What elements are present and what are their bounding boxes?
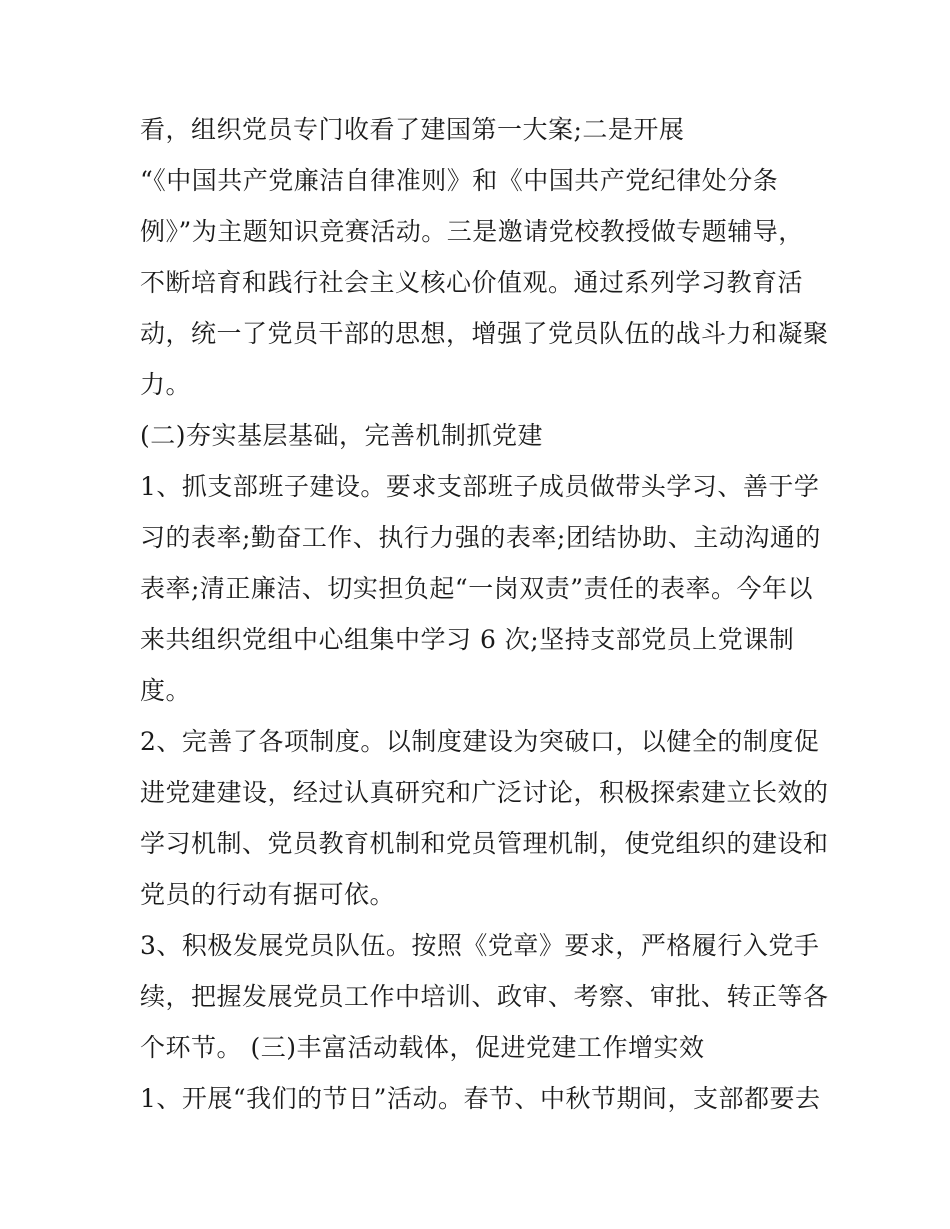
text-line: 动，统一了党员干部的思想，增强了党员队伍的战斗力和凝聚 [140,319,829,348]
text-line: 3、积极发展党员队伍。按照《党章》要求，严格履行入党手 [140,931,820,960]
text-line: 看，组织党员专门收看了建国第一大案;二是开展 [140,115,685,144]
text-line: 例》”为主题知识竞赛活动。三是邀请党校教授做专题辅导， [140,217,804,246]
section-heading: (二)夯实基层基础，完善机制抓党建 [140,421,544,450]
text-line: “《中国共产党廉洁自律准则》和《中国共产党纪律处分条 [140,166,779,195]
text-line: 党员的行动有据可依。 [140,880,396,909]
text-line: 学习机制、党员教育机制和党员管理机制，使党组织的建设和 [140,829,829,858]
text-line: 1、开展“我们的节日”活动。春节、中秋节期间，支部都要去 [140,1084,821,1113]
text-line: 1、抓支部班子建设。要求支部班子成员做带头学习、善于学 [140,472,820,501]
text-line: 2、完善了各项制度。以制度建设为突破口，以健全的制度促 [140,727,820,756]
text-line: 进党建建设，经过认真研究和广泛讨论，积极探索建立长效的 [140,778,829,807]
text-line: 续，把握发展党员工作中培训、政审、考察、审批、转正等各 [140,982,829,1011]
body-text [140,108,830,1128]
text-line: 不断培育和践行社会主义核心价值观。通过系列学习教育活 [140,268,804,297]
text-line: 习的表率;勤奋工作、执行力强的表率;团结协助、主动沟通的 [140,523,821,552]
text-line: 力。 [140,370,192,399]
text-line: 表率;清正廉洁、切实担负起“一岗双责”责任的表率。今年以 [140,574,813,603]
text-line: 度。 [140,676,192,705]
text-line: 来共组织党组中心组集中学习 6 次;坚持支部党员上党课制 [140,625,795,654]
text-line: 个环节。 (三)丰富活动载体，促进党建工作增实效 [140,1033,705,1062]
